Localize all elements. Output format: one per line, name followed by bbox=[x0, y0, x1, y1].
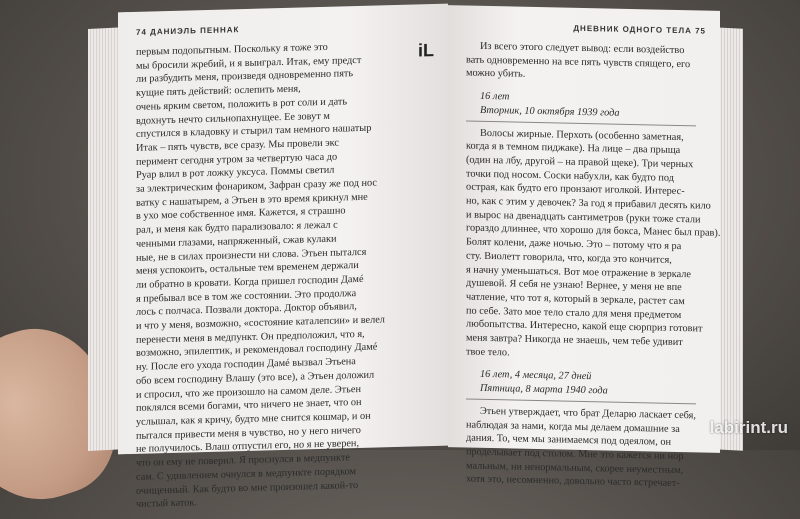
text-line: Этьен утверждает, что брат Деларю ласкает себя, bbox=[480, 405, 696, 422]
text-line: лось с полчаса. Позвали доктора. Доктор объявил, bbox=[136, 301, 357, 319]
text-line: хотя это, несомненно, довольно часто встречает- bbox=[466, 473, 680, 490]
text-line: мальным, ни ненормальным, скорее неуместным, bbox=[466, 460, 684, 476]
text-line: ну. После его ухода господин Дамé вызвал Этьена bbox=[136, 356, 356, 374]
text-line: и спросил, что же произошло на самом деле. Этьен bbox=[136, 383, 361, 401]
entry1-date: Вторник, 10 октября 1939 года bbox=[480, 104, 620, 119]
text-line: когда я в темном пиджаке). На лице – два прыща bbox=[466, 140, 681, 157]
text-line: очищенный. Как будто во мне произошел какой-то bbox=[136, 479, 359, 497]
text-line: чатление, что тот я, который в зеркале, растет сам bbox=[466, 291, 685, 308]
text-line: обо всем господину Влашу (это все), а Этьен доложил bbox=[136, 369, 375, 387]
text-line: проделывает под столом. Мне это кажется ни нор bbox=[466, 446, 684, 463]
text-line: сту. Виолетт говорила, что, когда это кончится, bbox=[466, 250, 672, 266]
text-line: пытался привести меня в чувство, но у него ничего bbox=[136, 424, 361, 442]
text-line: меня завтра? Никогда не знаешь, чем тебе удивит bbox=[466, 332, 683, 349]
right-running-head: ДНЕВНИК ОДНОГО ТЕЛА 75 bbox=[573, 23, 706, 36]
text-line: услышал, как я кричу, будто мне снится кошмар, и он bbox=[136, 410, 371, 428]
publisher-logo: iL bbox=[418, 40, 434, 61]
text-line: я пребывал все в том же состоянии. Это продолжа bbox=[136, 287, 357, 305]
left-page-text bbox=[136, 39, 385, 511]
text-line: сам. С удивлением очнулся в медпункте порядком bbox=[136, 465, 357, 483]
text-line: ченными глазами, напряженный, сжав кулаки bbox=[136, 233, 337, 250]
text-line: очень ярким светом, положить в рот соли и дать bbox=[136, 96, 348, 113]
text-line: но, как с этим у девочек? За год я прибавил десять кило bbox=[466, 195, 711, 212]
open-book bbox=[88, 8, 743, 511]
text-line: Болят колени, даже ночью. Это – потому что я ра bbox=[466, 236, 682, 253]
text-line: Из всего этого следует вывод: если воздейство bbox=[480, 40, 685, 57]
left-page bbox=[118, 4, 448, 511]
text-line: и вырос на двенадцать сантиметров (руки тоже стали bbox=[466, 209, 701, 226]
text-line: меня успокоить, остальные тем временем держали bbox=[136, 260, 359, 278]
right-page bbox=[448, 5, 721, 490]
text-line: ные, не в силах произнести ни слова. Этьен пытался bbox=[136, 246, 367, 264]
text-line: (один на лбу, другой – на правой щеке). Три черных bbox=[466, 154, 694, 171]
text-line: и что у меня, возможно, «состояние каталепсии» и велел bbox=[136, 314, 385, 332]
text-line: я начну уменьшаться. Вот мое отражение в зеркале bbox=[466, 264, 691, 280]
text-line: поклялся всеми богами, что ничего не знает, что он bbox=[136, 397, 362, 415]
text-line: наблюдая за нами, когда мы делаем домашние за bbox=[466, 419, 680, 435]
text-line: можно убить. bbox=[466, 67, 526, 81]
text-line: мы бросили жребий, и я выиграл. Итак, ему предст bbox=[136, 54, 362, 72]
text-line: ли разбудить меня, произведя одновременно пять bbox=[136, 68, 354, 86]
text-line: дания. То, чем мы занимаемся под одеялом, он bbox=[466, 432, 672, 449]
entry1-body bbox=[466, 126, 720, 364]
text-line: вдохнуть нечто сильнопахнущее. Ее зовут м bbox=[136, 110, 330, 127]
text-line: кущие пять действий: ослепить меня, bbox=[136, 83, 301, 99]
text-line: точки под носом. Соски набухли, как будто под bbox=[466, 168, 675, 184]
text-line: по себе. Зато мое тело стало для меня предметом bbox=[466, 305, 682, 321]
text-line: перимент сегодня утром за четвертую часа до bbox=[136, 151, 338, 168]
text-line: в ухо мое собственное имя. Кажется, я страшно bbox=[136, 205, 346, 223]
intro-paragraph bbox=[466, 40, 720, 86]
text-line: острая, как будто его пронзают иголкой. Интерес- bbox=[466, 181, 685, 198]
text-line: первым подопытным. Поскольку я тоже это bbox=[136, 41, 328, 58]
entry1-heading: 16 лет bbox=[480, 90, 510, 103]
left-running-head: 74 ДАНИЭЛЬ ПЕННАК bbox=[136, 25, 240, 37]
text-line: ватку с нашатырем, а Этьен в это время крикнул мне bbox=[136, 191, 368, 209]
text-line: за электрическим фонариком, Зафран сразу же под нос bbox=[136, 177, 377, 195]
text-line: ли обратно в кровати. Когда пришел господин Дамé bbox=[136, 273, 364, 291]
text-line: Руар влил в рот ложку уксуса. Поммы светил bbox=[136, 164, 335, 182]
watermark: labirint.ru bbox=[709, 418, 788, 437]
text-line: рал, и меня как будто парализовало: я лежал с bbox=[136, 219, 338, 236]
text-line: Волосы жирные. Перхоть (особенно заметная, bbox=[480, 127, 684, 143]
entry2-heading: 16 лет, 4 месяца, 27 дней bbox=[480, 369, 592, 383]
text-line: гораздо длиннее, что хорошо для бокса, Манес был прав). bbox=[466, 222, 721, 240]
text-line: вать одновременно на все пять чувств спящего, его bbox=[466, 54, 691, 70]
text-line: спустился в кладовку и стырил там немного нашатыр bbox=[136, 122, 372, 141]
text-line: что он ему не поверил. Я проснулся в медпункте bbox=[136, 452, 350, 469]
text-line: перенести меня в медпункт. Он предположил, что я, bbox=[136, 328, 365, 346]
text-line: твое тело. bbox=[466, 346, 510, 359]
entry2-body bbox=[466, 404, 720, 492]
text-line: душевой. Я себя не узнаю! Вернее, у меня не впе bbox=[466, 277, 682, 294]
text-line: возможно, эпилептик, и рекомендовал господину Дамé bbox=[136, 341, 378, 360]
text-line: любопытства. Интересно, какой еще сюрприз готовит bbox=[466, 318, 703, 335]
text-line: чистый каток. bbox=[136, 497, 198, 511]
right-page-text bbox=[466, 40, 720, 492]
text-line: не получилось. Влаш отпустил его, но я не уверен, bbox=[136, 438, 360, 456]
entry2-date: Пятница, 8 марта 1940 года bbox=[480, 382, 608, 397]
text-line: Итак – пять чувств, все сразу. Мы провели экс bbox=[136, 137, 339, 154]
